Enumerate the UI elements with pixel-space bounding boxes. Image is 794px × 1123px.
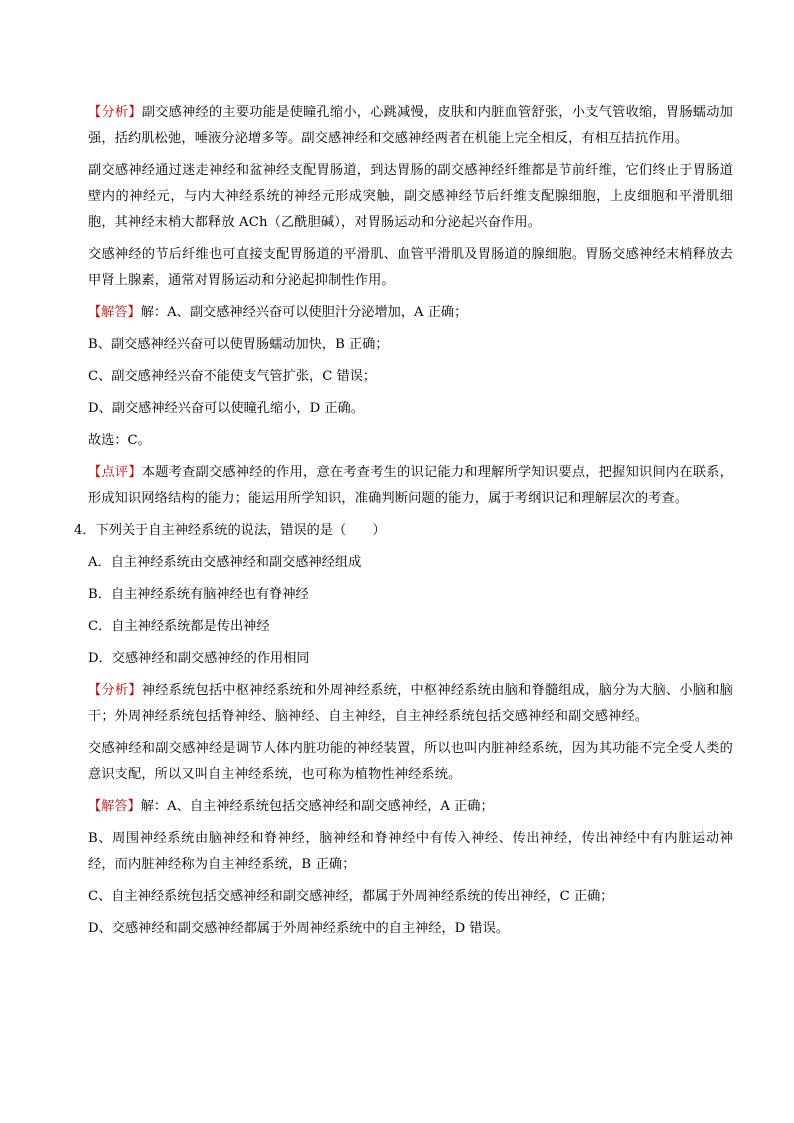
comment-tag: 【点评】	[88, 465, 142, 480]
analysis-paragraph-3: 交感神经的节后纤维也可直接支配胃肠道的平滑肌、血管平滑肌及胃肠道的腺细胞。胃肠交感神经末梢释放去甲肾上腺素，通常对胃肠运动和分泌起抑制性作用。	[88, 247, 733, 288]
analysis-text: 副交感神经的主要功能是使瞳孔缩小，心跳减慢，皮肤和内脏血管舒张，小支气管收缩，胃肠蠕动加强，括约肌松弛，唾液分泌增多等。副交感神经和交感神经两者在机能上完全相反，有相互拮抗作用。	[88, 105, 733, 146]
q4-analysis-paragraph-2: 交感神经和副交感神经是调节人体内脏功能的神经装置，所以也叫内脏神经系统，因为其功能不完全受人类的意识支配，所以又叫自主神经系统，也可称为植物性神经系统。	[88, 741, 733, 782]
question-4-option-b: B．自主神经系统有脑神经也有脊神经	[88, 587, 309, 602]
answer-tag: 【解答】	[88, 305, 141, 320]
question-4-option-d: D．交感神经和副交感神经的作用相同	[88, 651, 310, 666]
q4-analysis-paragraph-1	[88, 678, 733, 730]
answer-line-3: C、副交感神经兴奋不能使支气管扩张，C 错误；	[88, 369, 377, 384]
question-4-stem: 4．下列关于自主神经系统的说法，错误的是（ ）	[74, 523, 386, 538]
analysis-paragraph-1	[88, 100, 733, 152]
answer-choice: 故选：C。	[88, 433, 151, 448]
answer-line-2: B、副交感神经兴奋可以使胃肠蠕动加快，B 正确；	[88, 337, 389, 352]
q4-answer-line-c: C、自主神经系统包括交感神经和副交感神经，都属于外周神经系统的传出神经，C 正确；	[88, 889, 614, 904]
answer-text: 解：A、副交感神经兴奋可以使胆汁分泌增加，A 正确；	[140, 305, 468, 320]
question-4-option-c: C．自主神经系统都是传出神经	[88, 619, 270, 634]
q4-answer-line-d: D、交感神经和副交感神经都属于外周神经系统中的自主神经，D 错误。	[88, 921, 509, 936]
analysis-paragraph-2: 副交感神经通过迷走神经和盆神经支配胃肠道，到达胃肠的副交感神经纤维都是节前纤维，它们终止于胃肠道壁内的神经元，与内大神经系统的神经元形成突触，副交感神经节后纤维支配腺细胞，上皮细胞和平滑肌细胞，其神经末梢大都释放 ACh（乙酰胆碱），对胃肠运动和分泌起兴奋作用。	[88, 163, 733, 230]
q4-answer-text: 解：A、自主神经系统包括交感神经和副交感神经，A 正确；	[140, 799, 494, 814]
comment-text: 本题考查副交感神经的作用，意在考查考生的识记能力和理解所学知识要点，把握知识间内在联系，形成知识网络结构的能力；能运用所学知识，准确判断问题的能力，属于考纲识记和理解层次的考查。	[88, 465, 733, 506]
q4-analysis-tag: 【分析】	[88, 683, 142, 698]
q4-analysis-text: 神经系统包括中枢神经系统和外周神经系统，中枢神经系统由脑和脊髓组成，脑分为大脑、小脑和脑干；外周神经系统包括脊神经、脑神经、自主神经，自主神经系统包括交感神经和副交感神经。	[88, 683, 733, 724]
q4-answer-line-b: B、周围神经系统由脑神经和脊神经，脑神经和脊神经中有传入神经、传出神经，传出神经中有内脏运动神经，而内脏神经称为自主神经系统，B 正确；	[88, 831, 733, 872]
answer-line-1	[88, 300, 733, 326]
answer-line-4: D、副交感神经兴奋可以使瞳孔缩小，D 正确。	[88, 401, 364, 416]
q4-answer-line-1	[88, 794, 733, 820]
document-content	[74, 100, 733, 948]
analysis-tag: 【分析】	[88, 105, 142, 120]
comment-paragraph	[88, 460, 733, 512]
q4-answer-tag: 【解答】	[88, 799, 141, 814]
question-4-option-a: A．自主神经系统由交感神经和副交感神经组成	[88, 555, 362, 570]
